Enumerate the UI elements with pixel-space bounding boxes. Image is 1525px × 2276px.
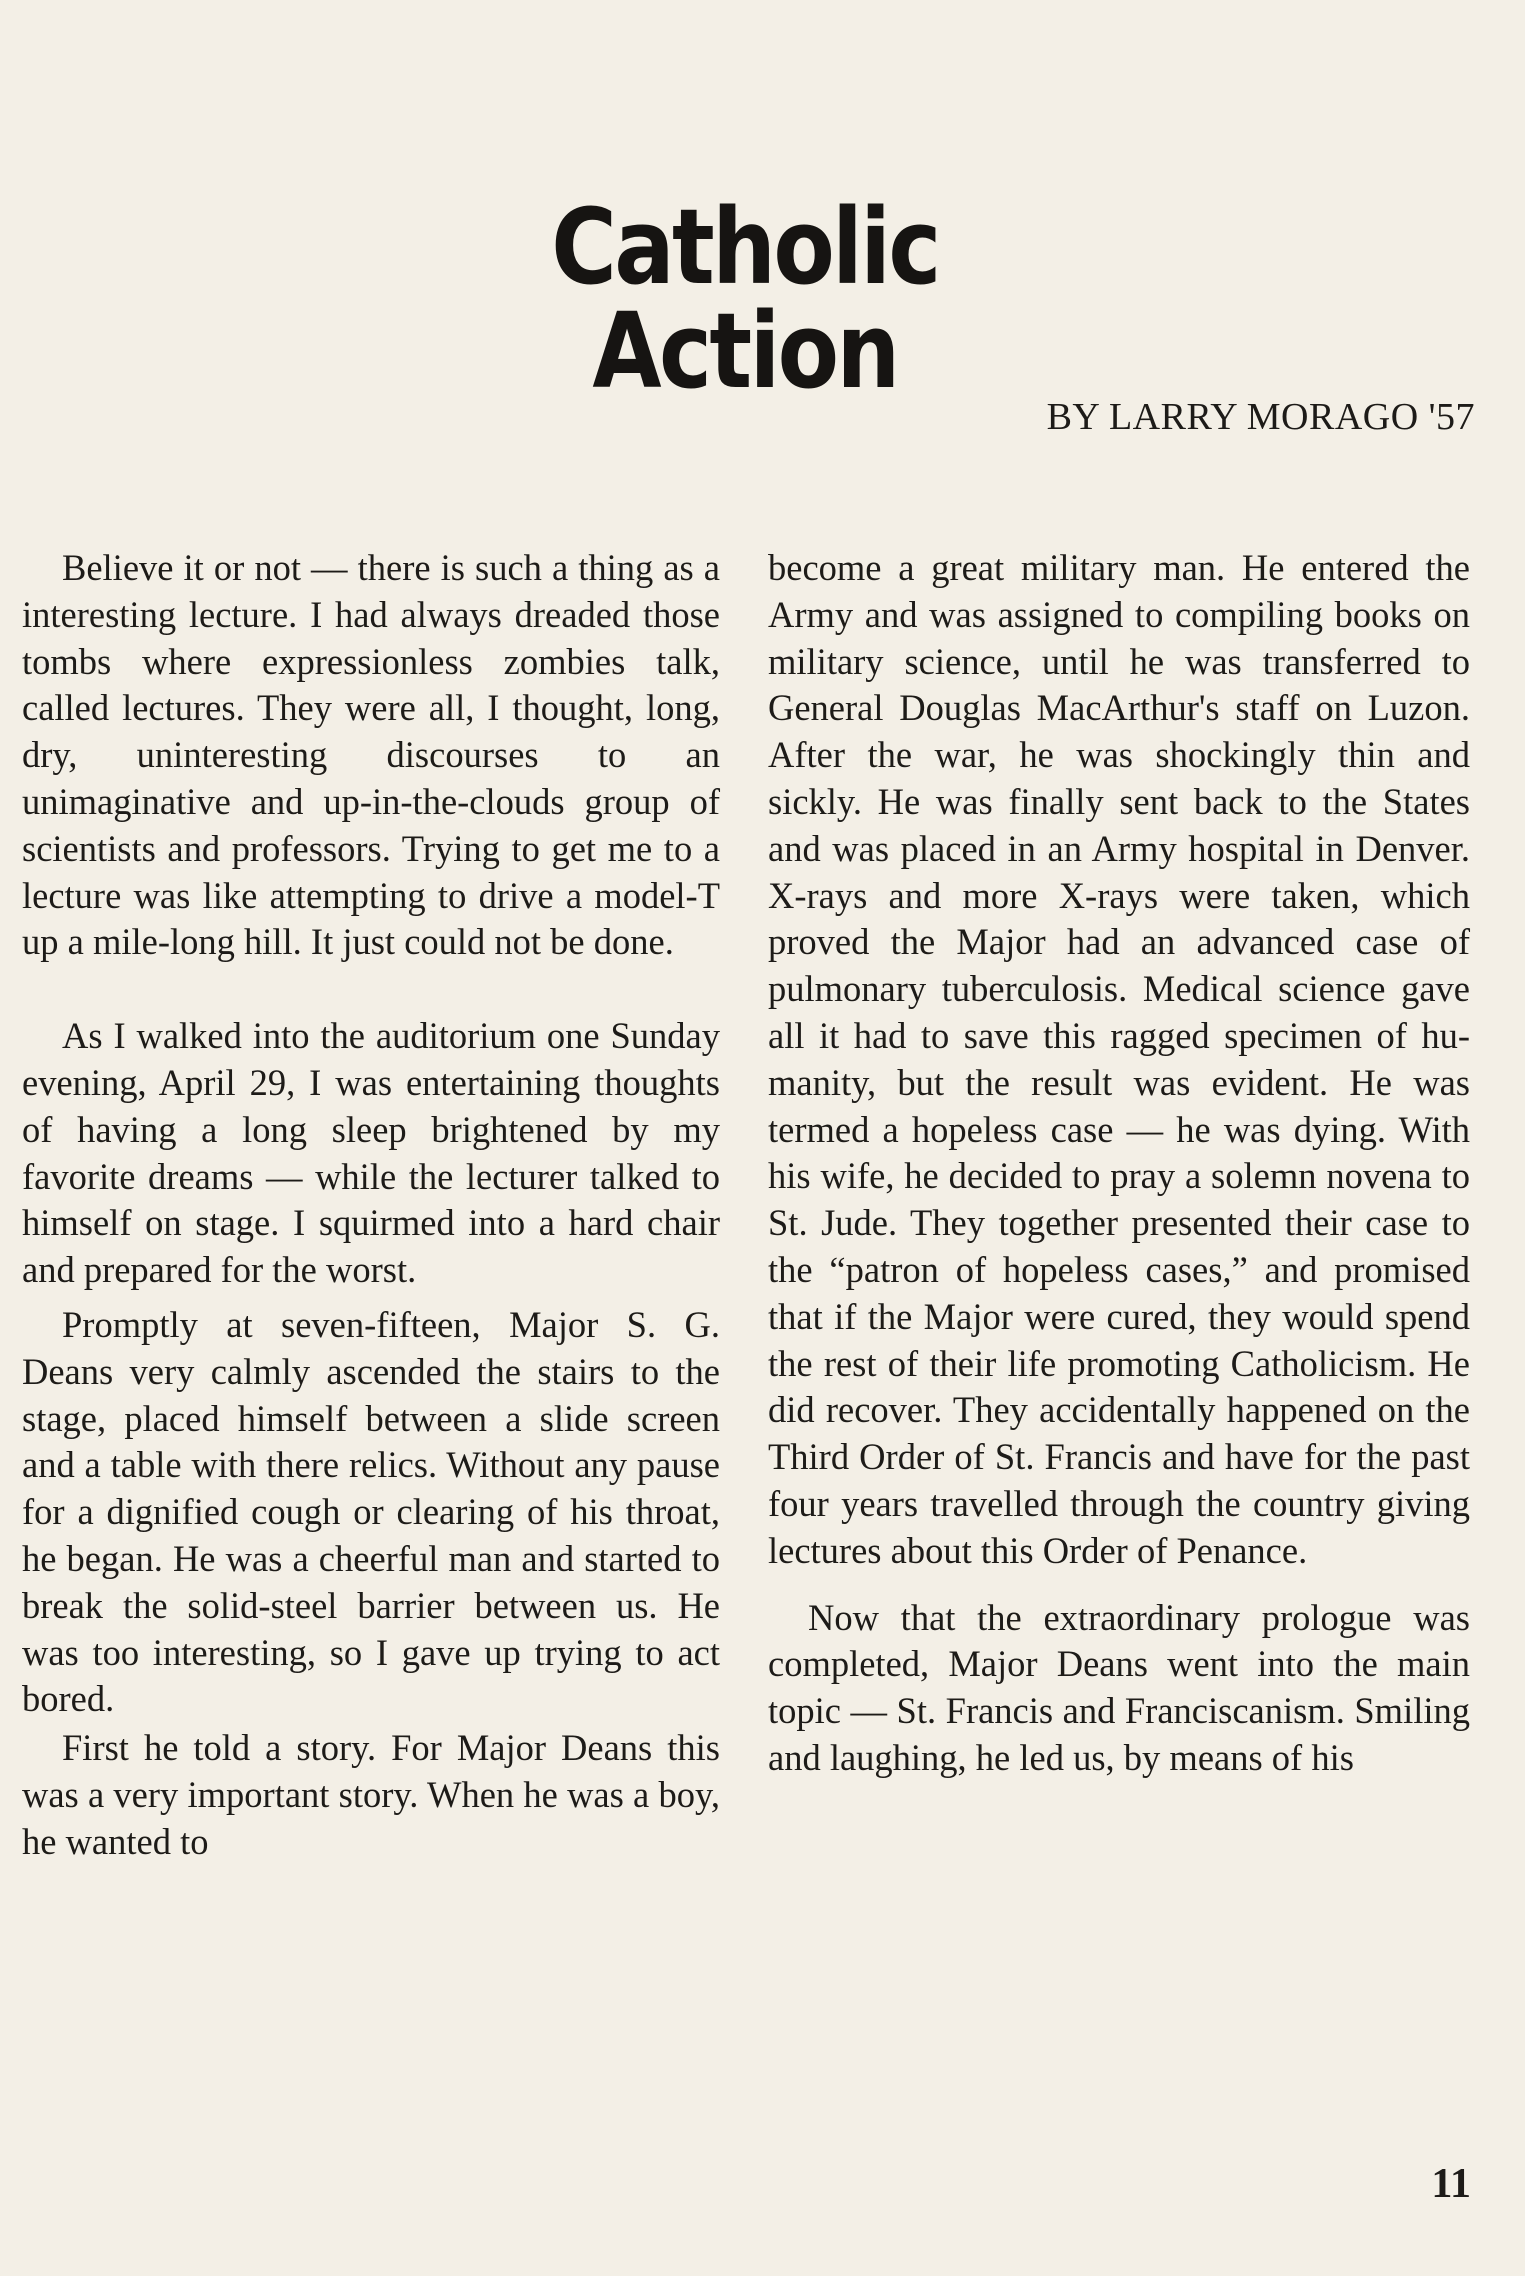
paragraph: As I walked into the auditorium one Sunday evening, April 29, I was entertaining thoughts of having a long sleep brightened by my favorite dreams — while the lecturer talked to himself on stage. I squirmed into a hard chair and prepared for the worst. (22, 1015, 720, 1291)
page-number: 11 (1431, 2161, 1471, 2207)
right-column (768, 545, 1470, 1782)
paragraph: become a great military man. He entered the Army and was assigned to compiling books on military science, until he was transferred to General Douglas MacArthur's staff on Luzon. After the war, he was shockingly thin and sickly. He was finally sent back to the States and was placed in an Army hospital in Denver. X-rays and more X-rays were taken, which proved the Major had an advanced case of pulmonary tuberculosis. Medical science gave all it had to save this ragged specimen of humanity, but the result was evident. He was termed a hopeless case — he was dying. With his wife, he decided to pray a solemn novena to St. Jude. They together presented their case to the “patron of hopeless cases,” and promised that if the Major were cured, they would spend the rest of their life promoting Catholicism. He did recover. They accidentally happened on the Third Order of St. Francis and have for the past four years travelled through the country giving lectures about this Order of Penance. (768, 547, 1470, 1571)
paragraph: Promptly at seven-fifteen, Major S. G. Deans very calmly ascended the stairs to the stage, placed himself between a slide screen and a table with there relics. Without any pause for a dignified cough or clearing of his throat, he began. He was a cheerful man and started to break the solid-steel barrier between us. He was too interesting, so I gave up trying to act bored. (22, 1303, 720, 1720)
paragraph: Now that the extraordinary prologue was completed, Major Deans went into the main topic — St. Francis and Franciscanism. Smiling and laughing, he led us, by means of his (768, 1596, 1470, 1778)
paragraph: Believe it or not — there is such a thing as a interesting lecture. I had always dreaded those tombs where expressionless zombies talk, called lectures. They were all, I thought, long, dry, uninteresting discourses to an unimaginative and up-in-the-clouds group of scientists and professors. Trying to get me to a lecture was like attempting to drive a model-T up a mile-long hill. It just could not be done. (22, 547, 720, 963)
article-byline: BY LARRY MORAGO '57 (1046, 396, 1475, 438)
paragraph: First he told a story. For Major Deans this was a very important story. When he was a boy, he wanted to (22, 1727, 720, 1862)
left-column (22, 545, 720, 1866)
article-title: Catholic Action (551, 186, 939, 412)
